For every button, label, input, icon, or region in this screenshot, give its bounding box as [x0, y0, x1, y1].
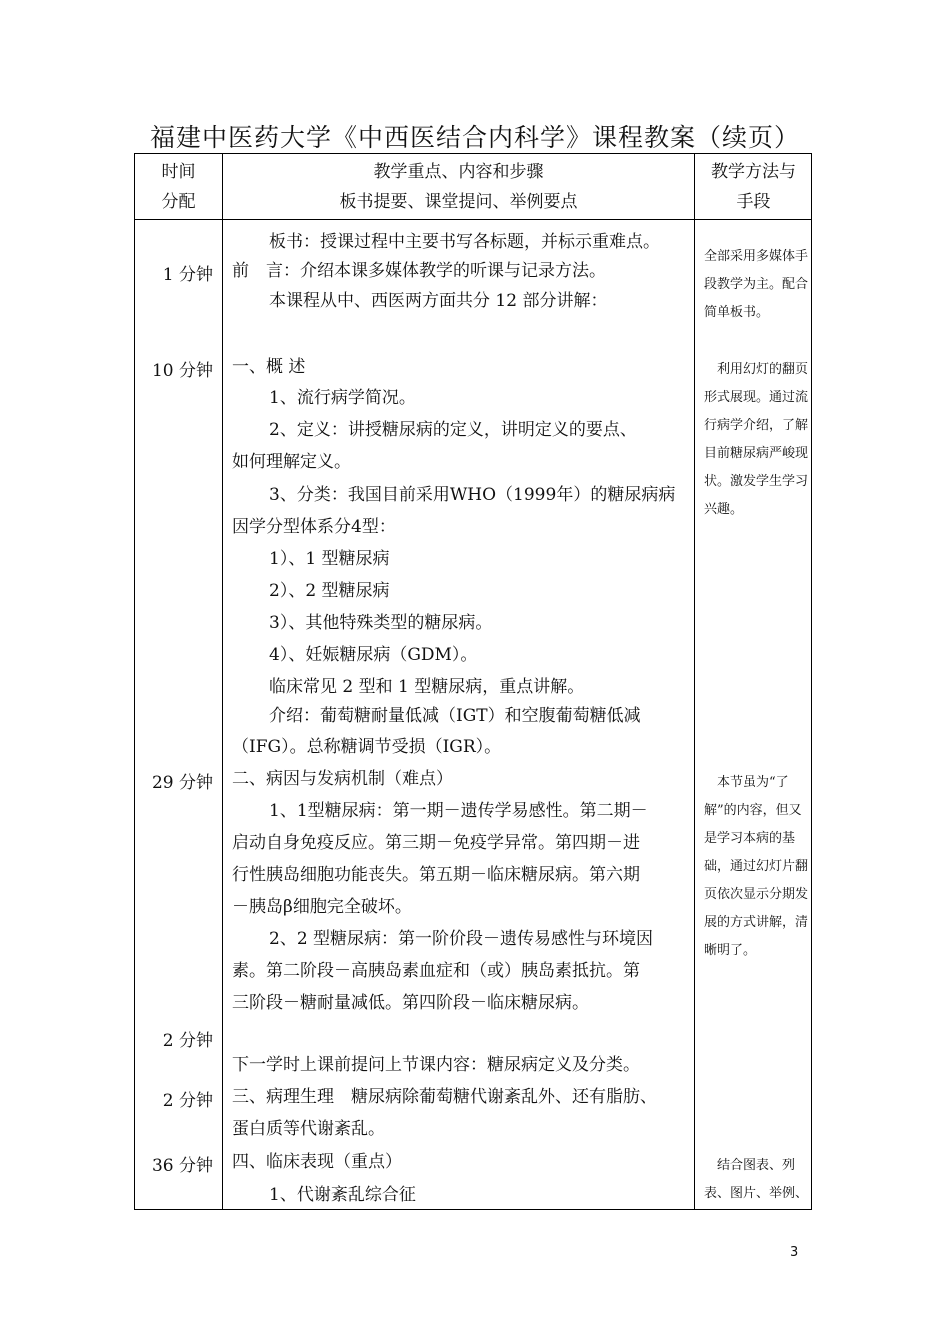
content-line: 1、1型糖尿病：第一期－遗传学易感性。第二期－ — [269, 801, 648, 821]
content-line: 启动自身免疫反应。第三期－免疫学异常。第四期－进 — [232, 833, 640, 853]
header-content — [223, 157, 694, 217]
header-method — [695, 157, 812, 217]
time-label: 29 分钟 — [151, 773, 213, 793]
header-method-line1: 教学方法与 — [711, 162, 796, 182]
method-note: 本节虽为“了解”的内容，但又是学习本病的基础，通过幻灯片翻页依次显示分期发展的方式讲解，清晰明了。 — [704, 775, 809, 958]
content-line: 三、病理生理 糖尿病除葡萄糖代谢紊乱外、还有脂肪、 — [232, 1087, 657, 1107]
content-line: 行性胰岛细胞功能丧失。第五期－临床糖尿病。第六期 — [232, 865, 640, 885]
method-note: 全部采用多媒体手段教学为主。配合简单板书。 — [704, 249, 809, 320]
content-line: 介绍：葡萄糖耐量低减（IGT）和空腹葡萄糖低减 — [269, 706, 641, 726]
content-line: 1、流行病学简况。 — [269, 388, 416, 408]
content-line: 1、代谢紊乱综合征 — [269, 1185, 416, 1205]
header-content-line2: 板书提要、课堂提问、举例要点 — [339, 192, 578, 212]
content-line: 素。第二阶段－高胰岛素血症和（或）胰岛素抵抗。第 — [232, 961, 640, 981]
header-method-line2: 手段 — [736, 192, 771, 212]
page-number: 3 — [790, 1245, 799, 1260]
content-line: 3、分类：我国目前采用WHO（1999年）的糖尿病病 — [269, 485, 676, 505]
content-line: 下一学时上课前提问上节课内容：糖尿病定义及分类。 — [232, 1055, 640, 1075]
content-line: 板书：授课过程中主要书写各标题，并标示重难点。 — [269, 232, 660, 252]
content-line: （IFG）。总称糖调节受损（IGR）。 — [232, 737, 502, 757]
header-divider — [135, 219, 811, 220]
header-time — [135, 157, 222, 217]
content-line: 2、2 型糖尿病：第一阶价段－遗传易感性与环境因 — [269, 929, 654, 949]
content-line: 3）、其他特殊类型的糖尿病。 — [269, 613, 493, 633]
content-line: 1）、1 型糖尿病 — [269, 549, 390, 569]
content-line: 2、定义：讲授糖尿病的定义，讲明定义的要点、 — [269, 420, 637, 440]
column-divider-1 — [222, 154, 223, 1209]
time-label: 2 分钟 — [162, 1091, 213, 1111]
column-divider-2 — [694, 154, 695, 1209]
content-line: 2）、2 型糖尿病 — [269, 581, 390, 601]
content-line: 二、病因与发病机制（难点） — [232, 769, 453, 789]
content-line: 本课程从中、西医两方面共分 12 部分讲解： — [269, 291, 608, 311]
time-label: 10 分钟 — [151, 361, 213, 381]
header-content-line1: 教学重点、内容和步骤 — [373, 162, 544, 182]
lesson-plan-table — [134, 153, 812, 1210]
content-line: 临床常见 2 型和 1 型糖尿病，重点讲解。 — [269, 677, 585, 697]
time-label: 1 分钟 — [162, 265, 213, 285]
content-line: 四、临床表现（重点） — [232, 1152, 402, 1172]
header-time-line2: 分配 — [161, 192, 196, 212]
content-line: 如何理解定义。 — [232, 452, 351, 472]
content-line: 4）、妊娠糖尿病（GDM）。 — [269, 645, 478, 665]
method-note: 结合图表、列表、图片、举例、 — [704, 1158, 809, 1201]
time-label: 2 分钟 — [162, 1031, 213, 1051]
content-line: 因学分型体系分4型： — [232, 517, 396, 537]
method-note: 利用幻灯的翻页形式展现。通过流行病学介绍，了解目前糖尿病严峻现状。激发学生学习兴趣。 — [704, 362, 809, 517]
content-line: 前 言：介绍本课多媒体教学的听课与记录方法。 — [232, 261, 606, 281]
header-time-line1: 时间 — [161, 162, 196, 182]
content-line: 蛋白质等代谢紊乱。 — [232, 1119, 385, 1139]
content-line: 三阶段－糖耐量减低。第四阶段－临床糖尿病。 — [232, 993, 589, 1013]
content-line: 一、概 述 — [232, 357, 306, 377]
content-line: －胰岛β细胞完全破坏。 — [232, 897, 412, 917]
page-title: 福建中医药大学《中西医结合内科学》课程教案（续页） — [149, 123, 800, 152]
time-label: 36 分钟 — [151, 1156, 213, 1176]
